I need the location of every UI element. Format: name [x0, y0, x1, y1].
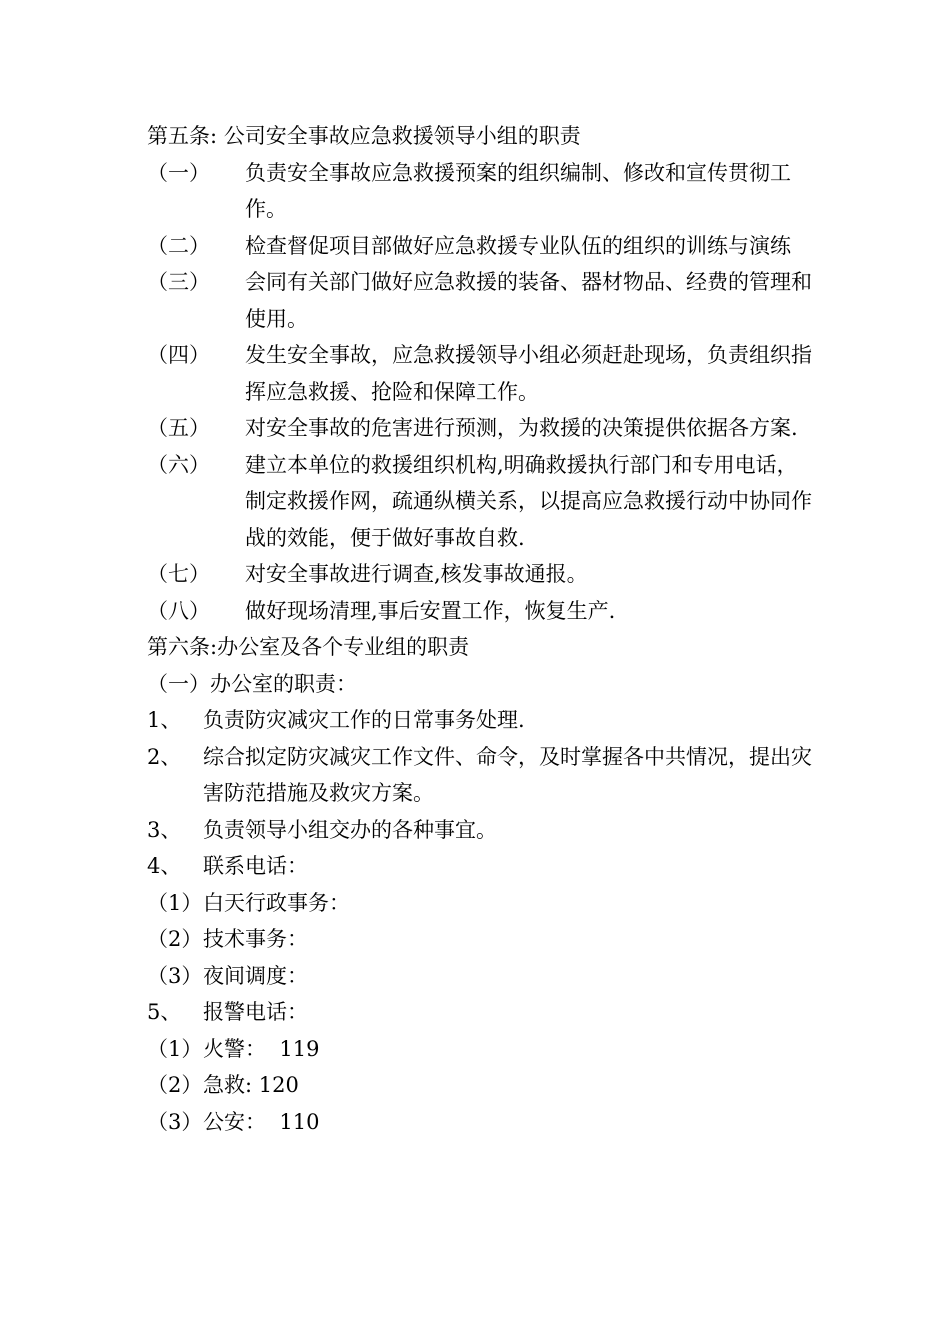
- item-text: 负责领导小组交办的各种事宜。: [203, 817, 497, 842]
- alarm-number-ambulance: [147, 1067, 817, 1104]
- item-text: 建立本单位的救援组织机构,明确救援执行部门和专用电话，制定救援作网，疏通纵横关系，以提高应急救援行动中协同作战的效能，便于做好事故自救.: [245, 452, 812, 550]
- item-text: 做好现场清理,事后安置工作，恢复生产.: [245, 598, 616, 623]
- alarm-number-police: [147, 1104, 817, 1141]
- article-5-item-1: [147, 155, 817, 228]
- article-5-item-8: [147, 593, 817, 630]
- item-text: 对安全事故进行调查,核发事故通报。: [245, 562, 588, 586]
- item-marker: （四）: [147, 343, 210, 367]
- office-duty-3: [147, 812, 817, 849]
- item-text: 技术事务：: [203, 927, 308, 951]
- office-duties-heading: （一）办公室的职责：: [147, 671, 357, 696]
- item-marker: （二）: [147, 233, 210, 258]
- item-text: 对安全事故的危害进行预测，为救援的决策提供依据各方案.: [245, 416, 798, 440]
- item-marker: （一）: [147, 160, 210, 185]
- item-marker: （三）: [147, 270, 210, 294]
- article-5-item-7: [147, 556, 817, 593]
- article-5-item-4: [147, 337, 817, 410]
- item-marker: 4、: [147, 854, 182, 878]
- item-text: 检查督促项目部做好应急救援专业队伍的组织的训练与演练: [245, 233, 791, 258]
- item-text: 火警： 119: [203, 1036, 320, 1061]
- contact-line-2: [147, 921, 817, 958]
- item-marker: （五）: [147, 416, 210, 440]
- item-text: 负责安全事故应急救援预案的组织编制、修改和宣传贯彻工作。: [245, 160, 791, 221]
- office-duty-1: [147, 702, 817, 739]
- alarm-number-fire: [147, 1031, 817, 1068]
- document-body: [147, 118, 817, 1140]
- item-marker: （2）: [147, 1073, 203, 1097]
- item-text: 夜间调度：: [203, 963, 308, 988]
- article-5-item-2: [147, 228, 817, 265]
- article-5-item-3: [147, 264, 817, 337]
- contact-line-3: [147, 958, 817, 995]
- article-6-title: 第六条:办公室及各个专业组的职责: [147, 635, 470, 659]
- item-text: 会同有关部门做好应急救援的装备、器材物品、经费的管理和使用。: [245, 270, 812, 331]
- item-marker: （2）: [147, 927, 203, 951]
- item-marker: （3）: [147, 963, 203, 988]
- article-5-title: 第五条: 公司安全事故应急救援领导小组的职责: [147, 124, 581, 148]
- item-marker: （八）: [147, 598, 210, 623]
- contact-line-1: [147, 885, 817, 922]
- item-marker: （六）: [147, 452, 210, 477]
- item-marker: （七）: [147, 562, 210, 586]
- item-text: 急救: 120: [203, 1073, 299, 1097]
- item-text: 发生安全事故，应急救援领导小组必须赶赴现场，负责组织指挥应急救援、抢险和保障工作。: [245, 343, 812, 404]
- article-5-item-6: [147, 447, 817, 557]
- alarm-phone-heading: [147, 994, 817, 1031]
- item-marker: 2、: [147, 744, 182, 769]
- item-marker: 3、: [147, 817, 182, 842]
- item-marker: （1）: [147, 1036, 203, 1061]
- item-marker: 1、: [147, 708, 182, 732]
- item-text: 报警电话：: [203, 1000, 308, 1024]
- item-text: 负责防灾减灾工作的日常事务处理.: [203, 708, 525, 732]
- item-text: 白天行政事务：: [203, 890, 350, 915]
- item-marker: （1）: [147, 890, 203, 915]
- item-marker: 5、: [147, 1000, 182, 1024]
- item-text: 公安： 110: [203, 1109, 320, 1134]
- article-5-item-5: [147, 410, 817, 447]
- office-duty-2: [147, 739, 817, 812]
- item-marker: （3）: [147, 1109, 203, 1134]
- item-text: 综合拟定防灾减灾工作文件、命令，及时掌握各中共情况，提出灾害防范措施及救灾方案。: [203, 744, 812, 805]
- office-duty-4: [147, 848, 817, 885]
- item-text: 联系电话：: [203, 854, 308, 878]
